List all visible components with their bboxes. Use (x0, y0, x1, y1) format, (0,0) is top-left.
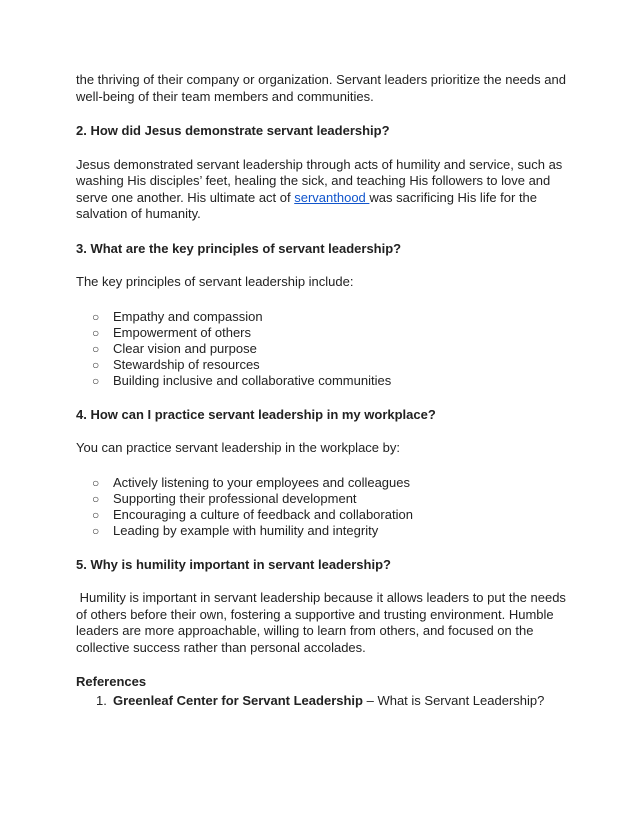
document-content (76, 72, 570, 709)
reference-item (76, 693, 566, 710)
bullet-circle-icon: ○ (92, 309, 100, 324)
list-item (76, 309, 566, 325)
question-3-intro: The key principles of servant leadership include: (76, 274, 354, 289)
list-item-text: Stewardship of resources (113, 356, 260, 372)
answer-text-after-link: was sacrificing His life for the salvation of humanity. (76, 189, 538, 221)
list-item (76, 523, 566, 539)
reference-source: Greenleaf Center for Servant Leadership (113, 692, 363, 708)
list-item (76, 475, 566, 491)
bullet-circle-icon: ○ (92, 475, 100, 490)
list-item-text: Clear vision and purpose (113, 340, 257, 356)
list-item-text: Building inclusive and collaborative communities (113, 372, 392, 388)
bullet-circle-icon: ○ (92, 325, 100, 340)
list-item (76, 507, 566, 523)
bullet-circle-icon: ○ (92, 523, 100, 538)
list-item-text: Empathy and compassion (113, 308, 263, 324)
list-item (76, 373, 566, 389)
list-item-text: Empowerment of others (113, 324, 252, 340)
bullet-circle-icon: ○ (92, 373, 100, 388)
servanthood-link[interactable]: servanthood (294, 189, 370, 205)
workplace-practices-list (76, 475, 566, 539)
intro-paragraph (76, 72, 566, 105)
intro-line-1: the thriving of their company or organization. Servant leaders prioritize the needs and (76, 72, 566, 87)
reference-title: – What is Servant Leadership? (362, 692, 545, 708)
reference-number: 1. (96, 692, 107, 708)
list-item-text: Leading by example with humility and integrity (113, 522, 379, 538)
list-item (76, 491, 566, 507)
question-2-answer (76, 157, 566, 223)
question-4-heading: 4. How can I practice servant leadership in my workplace? (76, 406, 436, 422)
list-item (76, 357, 566, 373)
question-3-heading: 3. What are the key principles of servant leadership? (76, 240, 402, 256)
principles-list (76, 309, 566, 389)
bullet-circle-icon: ○ (92, 341, 100, 356)
list-item-text: Actively listening to your employees and colleagues (113, 474, 411, 490)
list-item (76, 341, 566, 357)
answer-text-before-link: Jesus demonstrated servant leadership through acts of humility and service, such as washing His disciples’ feet, healing the sick, and teaching His followers to love and serve one another. His ultimate act of (76, 156, 563, 205)
question-5-answer: Humility is important in servant leadership because it allows leaders to put the needs of others before their own, fostering a supportive and trusting environment. Humble leaders are more approachable, willing to learn from others, and focused on the collective success rather than personal accolades. (76, 590, 570, 655)
list-item-text: Supporting their professional development (113, 490, 357, 506)
bullet-circle-icon: ○ (92, 507, 100, 522)
references-heading: References (76, 674, 147, 689)
question-2-heading: 2. How did Jesus demonstrate servant leadership? (76, 123, 390, 138)
bullet-circle-icon: ○ (92, 357, 100, 372)
question-5-heading: 5. Why is humility important in servant leadership? (76, 556, 391, 572)
intro-line-2: well-being of their team members and communities. (76, 88, 374, 104)
list-item (76, 325, 566, 341)
references-list (76, 693, 566, 710)
list-item-text: Encouraging a culture of feedback and collaboration (113, 506, 413, 522)
question-4-intro: You can practice servant leadership in the workplace by: (76, 440, 400, 455)
bullet-circle-icon: ○ (92, 491, 100, 506)
